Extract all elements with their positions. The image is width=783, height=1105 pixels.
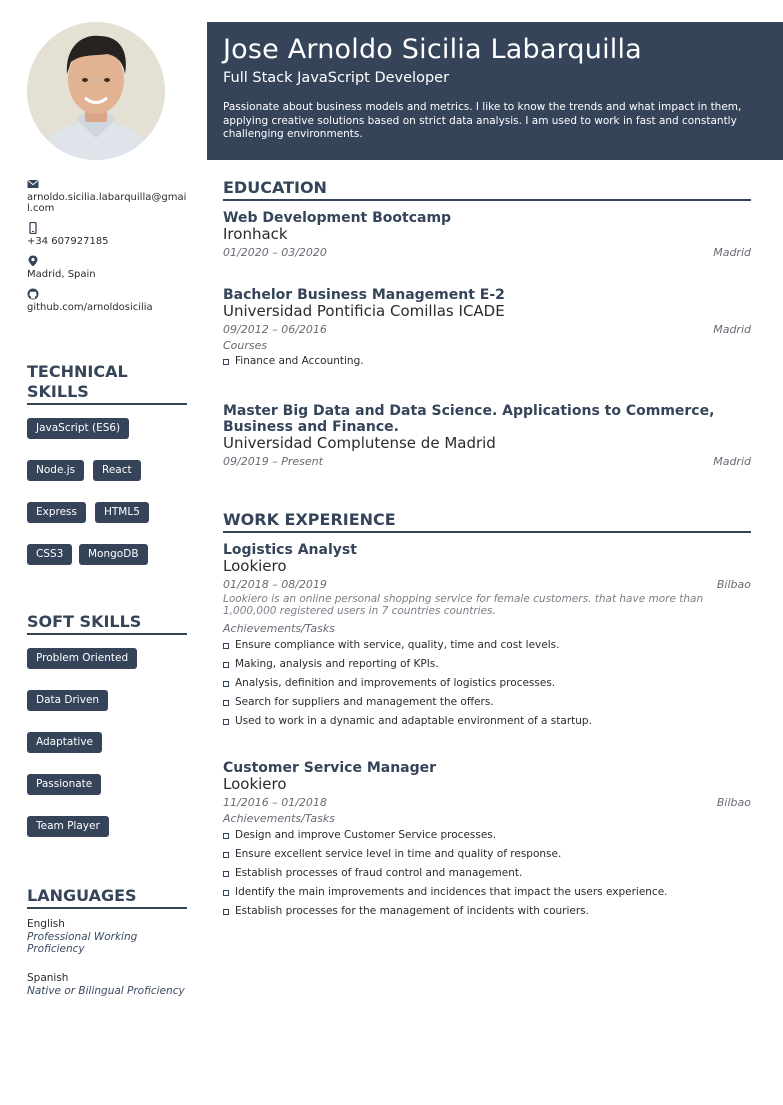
language-name: Spanish — [27, 972, 69, 984]
entry-place: Bilbao — [716, 578, 751, 591]
entry-subheading: Achievements/Tasks — [223, 812, 335, 825]
list-item: Analysis, definition and improvements of logistics processes. — [223, 674, 751, 693]
work-entry — [223, 760, 751, 921]
skill-pill: JavaScript (ES6) — [27, 418, 129, 439]
entry-meta — [223, 577, 751, 593]
education-entry — [223, 403, 751, 470]
entry-title: Customer Service Manager — [223, 760, 437, 776]
entry-organization: Lookiero — [223, 775, 287, 793]
entry-place: Bilbao — [716, 796, 751, 809]
phone-text[interactable]: +34 607927185 — [27, 236, 109, 247]
entry-place: Madrid — [713, 246, 751, 259]
soft-skill-pill: Passionate — [27, 774, 101, 795]
languages-heading: LANGUAGES — [27, 886, 187, 909]
entry-title: Bachelor Business Management E-2 — [223, 287, 505, 303]
skill-pill: MongoDB — [79, 544, 148, 565]
contact-email — [27, 178, 187, 214]
entry-meta — [223, 322, 751, 338]
soft-skill-pill: Data Driven — [27, 690, 108, 711]
contact-phone — [27, 222, 187, 247]
skill-pill: Express — [27, 502, 86, 523]
location-text: Madrid, Spain — [27, 269, 96, 280]
contact-github — [27, 288, 187, 313]
entry-meta — [223, 795, 751, 811]
language-item — [27, 972, 187, 997]
soft-skill-pill: Adaptative — [27, 732, 102, 753]
entry-title: Web Development Bootcamp — [223, 210, 452, 226]
entry-organization: Universidad Complutense de Madrid — [223, 434, 496, 452]
list-item: Finance and Accounting. — [223, 353, 751, 369]
skill-pill: React — [93, 460, 141, 481]
phone-icon — [27, 222, 39, 234]
github-icon — [27, 288, 39, 300]
entry-bullets — [223, 636, 751, 731]
entry-dates: 09/2012 – 06/2016 — [223, 323, 327, 336]
language-name: English — [27, 918, 65, 930]
technical-skills-heading: TECHNICAL SKILLS — [27, 362, 187, 405]
contact-location — [27, 255, 187, 280]
soft-skills-heading: SOFT SKILLS — [27, 612, 187, 635]
entry-subheading: Achievements/Tasks — [223, 622, 335, 635]
full-name: Jose Arnoldo Sicilia Labarquilla — [223, 34, 642, 65]
language-item — [27, 918, 187, 955]
profile-photo — [27, 22, 165, 160]
envelope-icon — [27, 178, 39, 190]
education-heading: EDUCATION — [223, 178, 751, 201]
list-item: Ensure excellent service level in time and quality of response. — [223, 845, 751, 864]
skill-pill: CSS3 — [27, 544, 72, 565]
list-item: Making, analysis and reporting of KPIs. — [223, 655, 751, 674]
entry-dates: 09/2019 – Present — [223, 455, 323, 468]
profile-photo-illustration — [27, 22, 165, 160]
entry-bullets — [223, 353, 751, 369]
entry-organization: Lookiero — [223, 557, 287, 575]
list-item: Establish processes of fraud control and management. — [223, 864, 751, 883]
language-level: Native or Bilingual Proficiency — [27, 985, 185, 997]
entry-meta — [223, 454, 751, 470]
entry-dates: 01/2018 – 08/2019 — [223, 578, 327, 591]
list-item: Ensure compliance with service, quality, time and cost levels. — [223, 636, 751, 655]
profile-summary: Passionate about business models and metrics. I like to know the trends and what impact in them, applying creative solutions based on strict data analysis. I am used to work in fast and constantly challenging environments. — [223, 101, 742, 140]
entry-dates: 01/2020 – 03/2020 — [223, 246, 327, 259]
entry-bullets — [223, 826, 751, 921]
soft-skill-pill: Team Player — [27, 816, 109, 837]
soft-skill-pill: Problem Oriented — [27, 648, 137, 669]
entry-place: Madrid — [713, 455, 751, 468]
list-item: Establish processes for the management of incidents with couriers. — [223, 902, 751, 921]
list-item: Design and improve Customer Service processes. — [223, 826, 751, 845]
education-entry — [223, 210, 751, 261]
github-text[interactable]: github.com/arnoldosicilia — [27, 302, 153, 313]
list-item: Identify the main improvements and incidences that impact the users experience. — [223, 883, 751, 902]
skill-pill: HTML5 — [95, 502, 149, 523]
list-item: Search for suppliers and management the offers. — [223, 693, 751, 712]
job-title: Full Stack JavaScript Developer — [223, 70, 450, 86]
entry-dates: 11/2016 – 01/2018 — [223, 796, 327, 809]
entry-meta — [223, 245, 751, 261]
entry-subheading: Courses — [223, 339, 268, 352]
language-level: Professional Working Proficiency — [27, 931, 138, 955]
entry-organization: Universidad Pontificia Comillas ICADE — [223, 302, 505, 320]
entry-title: Logistics Analyst — [223, 542, 357, 558]
location-pin-icon — [27, 255, 39, 267]
contact-list — [27, 178, 187, 321]
entry-place: Madrid — [713, 323, 751, 336]
education-entry — [223, 287, 751, 369]
work-experience-heading: WORK EXPERIENCE — [223, 510, 751, 533]
entry-organization: Ironhack — [223, 225, 288, 243]
entry-description: Lookiero is an online personal shopping service for female customers. that have more than 1,000,000 registered users in 7 countries countries. — [223, 593, 704, 617]
entry-title: Master Big Data and Data Science. Applications to Commerce, Business and Finance. — [223, 403, 715, 435]
email-text[interactable]: arnoldo.sicilia.labarquilla@gmail.com — [27, 192, 187, 214]
list-item: Used to work in a dynamic and adaptable environment of a startup. — [223, 712, 751, 731]
skill-pill: Node.js — [27, 460, 84, 481]
resume-header — [207, 22, 783, 160]
work-entry — [223, 542, 751, 731]
